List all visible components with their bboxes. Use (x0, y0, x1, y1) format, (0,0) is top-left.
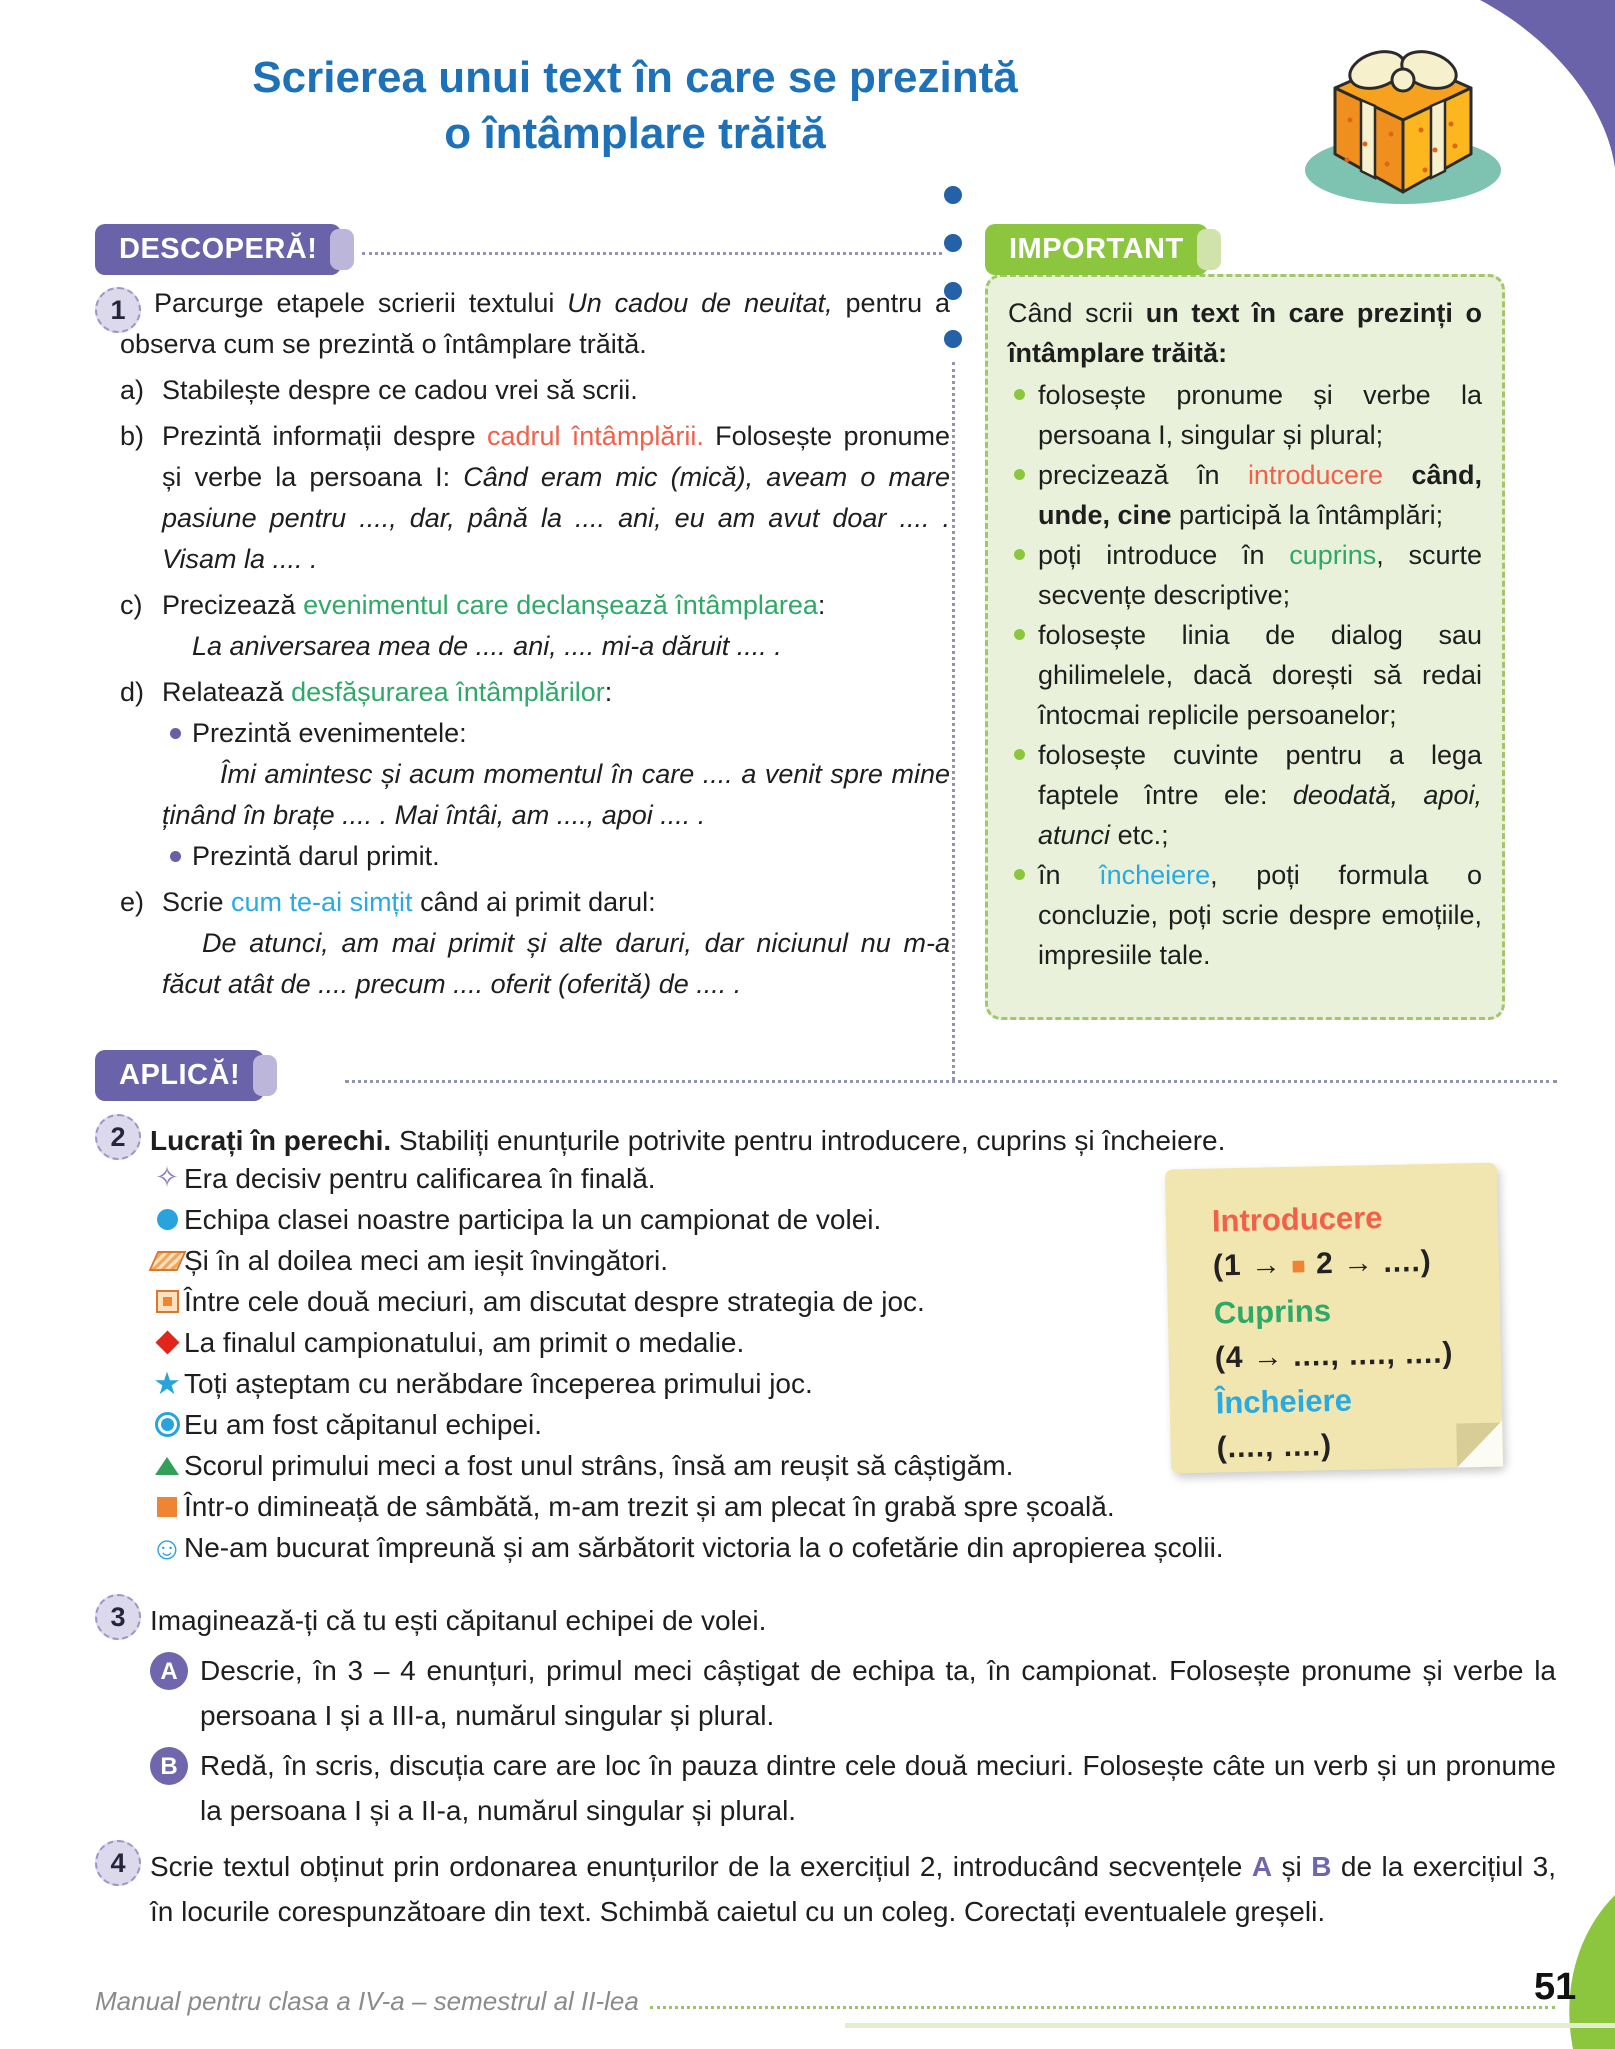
important-bullet: folosește pronume și verbe la persoana I, singular și plural; (1008, 375, 1482, 455)
exercise-1-item-b (120, 416, 950, 580)
blue-dot-icon (944, 186, 962, 204)
important-bullet: precizează în introducere când, unde, cine participă la întâmplări; (1008, 455, 1482, 535)
note-introducere-formula: (1 → ■ 2 → ....) (1212, 1244, 1433, 1283)
smiley-icon (150, 1532, 184, 1564)
exercise-1-intro: Parcurge etapele scrierii textului Un cadou de neuitat, pentru a observa cum se prezintă o întâmplare trăită. (120, 288, 951, 359)
dotted-divider (362, 252, 942, 255)
bullet-dot-icon (170, 851, 181, 862)
bullet-dot-icon (170, 728, 181, 739)
item-label: b) (120, 421, 145, 451)
item-label: d) (120, 677, 145, 707)
exercise-3 (150, 1598, 1556, 1833)
aplica-badge: APLICĂ! (95, 1050, 264, 1101)
exercise-3-intro: Imaginează-ți că tu ești căpitanul echipei de volei. (150, 1605, 767, 1636)
exercise-1-item-a (120, 370, 950, 411)
list-item (150, 1486, 1555, 1527)
exercise-2-number: 2 (95, 1114, 141, 1160)
exercise-1-item-e (120, 882, 950, 1005)
item-label: c) (120, 590, 143, 620)
exercise-3-item-b (150, 1743, 1556, 1833)
sticky-note (1165, 1163, 1503, 1474)
note-incheiere-label: Încheiere (1215, 1382, 1353, 1421)
exercise-4-text: Scrie textul obținut prin ordonarea enunțurilor de la exercițiul 2, introducând secvențele A și B de la exercițiul 3, în locurile corespunzătoare din text. Schimbă caietul cu un coleg. Corectați eventualele greșeli. (150, 1851, 1557, 1927)
page-title (90, 50, 1180, 162)
list-item-text: Era decisiv pentru calificarea în finală. (184, 1162, 656, 1194)
four-point-star-icon (150, 1164, 184, 1193)
exercise-1 (120, 283, 950, 1010)
exercise-3-item-a (150, 1648, 1556, 1738)
footer-dotted-line (650, 2006, 1555, 2009)
list-item-text: Echipa clasei noastre participa la un campionat de volei. (184, 1203, 882, 1235)
important-bullet: poți introduce în cuprins, scurte secvențe descriptive; (1008, 535, 1482, 615)
list-item-text: Scorul primului meci a fost unul strâns, însă am reușit să câștigăm. (184, 1449, 1014, 1481)
list-item-text: Ne-am bucurat împreună și am sărbătorit victoria la o cofetărie din apropierea școlii. (184, 1531, 1224, 1563)
list-item-text: La finalul campionatului, am primit o medalie. (184, 1326, 745, 1358)
orange-square-icon (150, 1497, 184, 1517)
important-bullet: folosește cuvinte pentru a lega faptele între ele: deodată, apoi, atunci etc.; (1008, 735, 1482, 855)
dotted-divider (345, 1080, 1557, 1083)
note-cuprins-formula: (4 → ...., ...., ....) (1214, 1336, 1454, 1375)
note-incheiere-formula: (...., ....) (1216, 1429, 1333, 1465)
sub-bullet (162, 713, 950, 754)
blue-dot-icon (944, 234, 962, 252)
sub-bullet-text: Prezintă evenimentele: (192, 718, 467, 748)
item-text: Prezintă informații despre cadrul întâmplării. Folosește pronume și verbe la persoana I: Când eram mic (mică), aveam o mare pasiune pentru ...., dar, până la .... ani, eu am avut doar .... . Visam la .... . (162, 421, 951, 574)
exercise-1-item-d (120, 672, 950, 877)
important-bullet: în încheiere, poți formula o concluzie, poți scrie despre emoțiile, impresiile tale. (1008, 855, 1482, 975)
descopera-badge: DESCOPERĂ! (95, 224, 341, 275)
footer-accent-bar (845, 2023, 1615, 2028)
dotted-column-divider (952, 362, 955, 1080)
example-text: Îmi amintesc și acum momentul în care .... a venit spre mine ținând în brațe .... . Mai întâi, am ...., apoi .... . (162, 759, 950, 830)
exercise-1-item-c (120, 585, 950, 667)
orange-square-outline-icon (150, 1290, 184, 1313)
sub-bullet (162, 836, 950, 877)
blue-star-icon (150, 1368, 184, 1399)
orange-parallelogram-icon (150, 1251, 184, 1271)
page-title-line1: Scrierea unui text în care se prezintă (252, 53, 1018, 102)
letter-a-badge: A (150, 1652, 188, 1690)
important-bullet: folosește linia de dialog sau ghilimelele, dacă dorești să redai întocmai replicile persoanelor; (1008, 615, 1482, 735)
red-diamond-icon (150, 1334, 184, 1351)
gift-icon (1285, 28, 1515, 208)
list-item-text: Toți așteptam cu nerăbdare începerea primului joc. (184, 1367, 813, 1399)
sub-bullet-text: Prezintă darul primit. (192, 841, 440, 871)
note-introducere-label: Introducere (1211, 1199, 1383, 1239)
list-item (150, 1527, 1555, 1568)
list-item-text: Eu am fost căpitanul echipei. (184, 1408, 542, 1440)
list-item-text: Într-o dimineață de sâmbătă, m-am trezit și am plecat în grabă spre școală. (184, 1490, 1115, 1522)
page-title-line2: o întâmplare trăită (444, 109, 826, 158)
item-text: Descrie, în 3 – 4 enunțuri, primul meci câștigat de echipa ta, în campionat. Folosește pronume și verbe la persoana I și a III-a, numărul singular și plural. (200, 1655, 1556, 1731)
important-badge: IMPORTANT (985, 224, 1208, 275)
important-intro: Când scrii un text în care prezinți o întâmplare trăită: (1008, 298, 1482, 368)
exercise-4-number: 4 (95, 1840, 141, 1886)
page-number: 51 (1534, 1966, 1577, 2008)
example-text: La aniversarea mea de .... ani, .... mi-a dăruit .... . (192, 631, 782, 661)
exercise-2-statement: Lucrați în perechi. Stabiliți enunțurile potrivite pentru introducere, cuprins și încheiere. (150, 1125, 1226, 1156)
letter-b-badge: B (150, 1747, 188, 1785)
list-item-text: Între cele două meciuri, am discutat despre strategia de joc. (184, 1285, 925, 1317)
important-box (985, 274, 1505, 1020)
item-label: a) (120, 375, 145, 405)
green-triangle-icon (150, 1457, 184, 1475)
footer-text: Manual pentru clasa a IV-a – semestrul al II-lea (95, 1986, 639, 2016)
item-text: Precizează evenimentul care declanșează întâmplarea: (162, 590, 826, 620)
item-text: Scrie cum te-ai simțit când ai primit darul: (162, 887, 656, 917)
example-text: De atunci, am mai primit și alte daruri, dar niciunul nu m-a făcut atât de .... precum .... oferit (oferită) de .... . (162, 928, 950, 999)
exercise-3-number: 3 (95, 1594, 141, 1640)
blue-circle-icon (150, 1209, 184, 1230)
item-text: Relatează desfășurarea întâmplărilor: (162, 677, 613, 707)
item-text: Stabilește despre ce cadou vrei să scrii. (162, 375, 638, 405)
exercise-1-number: 1 (95, 287, 141, 333)
item-label: e) (120, 887, 145, 917)
note-cuprins-label: Cuprins (1213, 1293, 1332, 1331)
blue-target-icon (150, 1412, 184, 1437)
list-item-text: Și în al doilea meci am ieșit învingători. (184, 1244, 668, 1276)
item-text: Redă, în scris, discuția care are loc în pauza dintre cele două meciuri. Folosește câte un verb și un pronume la persoana I și a II-a, numărul singular și plural. (200, 1750, 1556, 1826)
